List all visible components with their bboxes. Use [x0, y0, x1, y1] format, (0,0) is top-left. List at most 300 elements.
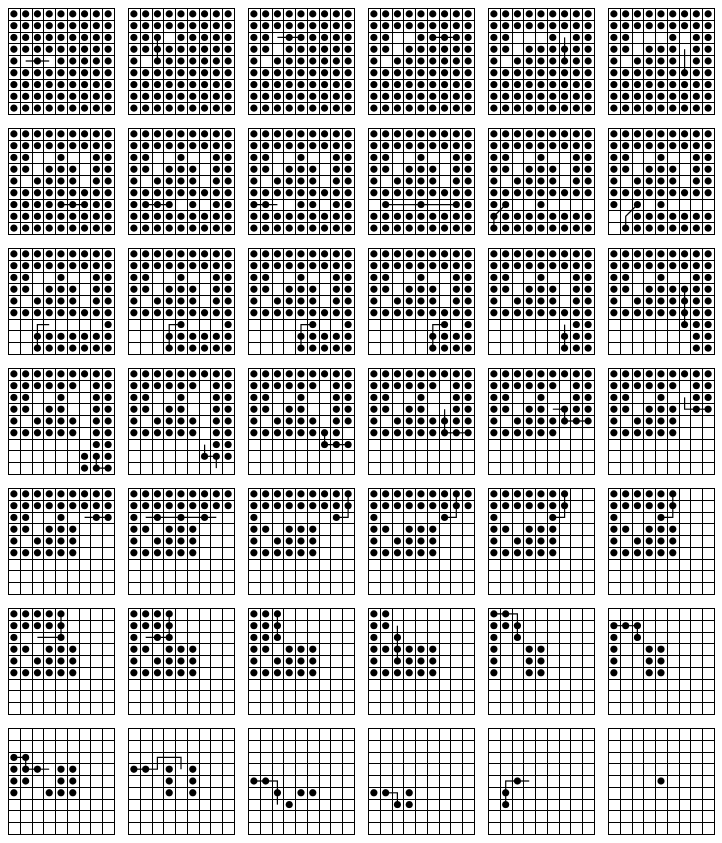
- peg: [189, 333, 196, 340]
- peg: [585, 105, 592, 112]
- peg: [634, 250, 641, 257]
- peg: [514, 189, 521, 196]
- peg: [669, 309, 676, 316]
- peg: [321, 142, 328, 149]
- peg: [297, 526, 304, 533]
- peg: [417, 213, 424, 220]
- peg: [345, 189, 352, 196]
- peg: [370, 10, 377, 17]
- peg: [286, 490, 293, 497]
- peg: [105, 429, 112, 436]
- peg: [345, 201, 352, 208]
- peg: [57, 309, 64, 316]
- peg: [705, 10, 712, 17]
- peg: [333, 166, 340, 173]
- peg: [130, 382, 137, 389]
- peg: [610, 34, 617, 41]
- peg: [297, 297, 304, 304]
- peg: [406, 142, 413, 149]
- peg: [417, 274, 424, 281]
- peg: [382, 622, 389, 629]
- peg: [286, 297, 293, 304]
- peg: [177, 189, 184, 196]
- peg: [250, 622, 257, 629]
- peg: [274, 657, 281, 664]
- peg: [370, 394, 377, 401]
- peg: [681, 10, 688, 17]
- peg: [274, 213, 281, 220]
- peg: [46, 309, 53, 316]
- peg: [681, 93, 688, 100]
- peg: [417, 154, 424, 161]
- peg: [154, 490, 161, 497]
- peg: [705, 333, 712, 340]
- peg: [465, 297, 472, 304]
- peg: [142, 490, 149, 497]
- peg: [370, 526, 377, 533]
- peg: [705, 34, 712, 41]
- peg: [69, 189, 76, 196]
- peg: [286, 166, 293, 173]
- peg: [406, 801, 413, 808]
- peg: [646, 177, 653, 184]
- peg: [321, 93, 328, 100]
- peg: [250, 262, 257, 269]
- peg: [262, 46, 269, 53]
- peg: [189, 646, 196, 653]
- peg: [622, 250, 629, 257]
- peg: [250, 93, 257, 100]
- peg: [406, 69, 413, 76]
- peg: [201, 22, 208, 29]
- peg: [681, 225, 688, 232]
- peg: [57, 502, 64, 509]
- peg: [34, 189, 41, 196]
- peg: [526, 10, 533, 17]
- peg: [69, 646, 76, 653]
- peg: [345, 394, 352, 401]
- peg: [93, 406, 100, 413]
- peg: [610, 105, 617, 112]
- peg: [22, 777, 29, 784]
- peg: [634, 93, 641, 100]
- peg: [57, 370, 64, 377]
- peg: [705, 286, 712, 293]
- peg: [669, 189, 676, 196]
- peg: [514, 370, 521, 377]
- peg: [93, 286, 100, 293]
- peg: [297, 201, 304, 208]
- peg: [634, 69, 641, 76]
- peg: [262, 622, 269, 629]
- peg: [166, 286, 173, 293]
- peg: [69, 777, 76, 784]
- peg: [345, 81, 352, 88]
- peg: [309, 213, 316, 220]
- peg: [69, 333, 76, 340]
- peg: [573, 345, 580, 352]
- peg: [669, 382, 676, 389]
- peg: [382, 274, 389, 281]
- peg: [177, 333, 184, 340]
- peg: [490, 286, 497, 293]
- peg: [10, 526, 17, 533]
- peg: [526, 309, 533, 316]
- peg: [297, 177, 304, 184]
- peg: [69, 297, 76, 304]
- peg: [10, 537, 17, 544]
- peg: [93, 154, 100, 161]
- peg: [177, 250, 184, 257]
- peg: [406, 130, 413, 137]
- peg: [57, 250, 64, 257]
- peg: [465, 406, 472, 413]
- peg: [274, 262, 281, 269]
- peg: [154, 262, 161, 269]
- peg: [189, 502, 196, 509]
- peg: [166, 81, 173, 88]
- peg: [10, 201, 17, 208]
- peg: [286, 406, 293, 413]
- peg: [453, 225, 460, 232]
- peg: [646, 250, 653, 257]
- peg: [46, 189, 53, 196]
- peg: [585, 93, 592, 100]
- peg: [177, 417, 184, 424]
- peg: [345, 345, 352, 352]
- peg: [105, 189, 112, 196]
- peg: [622, 502, 629, 509]
- peg: [34, 10, 41, 17]
- peg: [406, 213, 413, 220]
- peg: [657, 154, 664, 161]
- peg: [225, 81, 232, 88]
- peg: [105, 345, 112, 352]
- peg: [22, 250, 29, 257]
- peg: [705, 154, 712, 161]
- peg: [57, 526, 64, 533]
- peg: [93, 22, 100, 29]
- peg: [286, 105, 293, 112]
- peg: [225, 250, 232, 257]
- peg: [166, 130, 173, 137]
- peg: [57, 333, 64, 340]
- peg: [537, 262, 544, 269]
- peg: [262, 166, 269, 173]
- peg: [453, 370, 460, 377]
- peg: [286, 286, 293, 293]
- peg: [22, 130, 29, 137]
- peg: [561, 10, 568, 17]
- peg: [177, 370, 184, 377]
- peg: [514, 549, 521, 556]
- peg: [286, 801, 293, 808]
- peg: [321, 57, 328, 64]
- peg: [297, 537, 304, 544]
- peg: [646, 69, 653, 76]
- peg: [46, 669, 53, 676]
- peg: [22, 10, 29, 17]
- peg: [46, 622, 53, 629]
- peg: [657, 10, 664, 17]
- peg: [514, 502, 521, 509]
- peg: [250, 370, 257, 377]
- peg: [201, 57, 208, 64]
- peg: [549, 250, 556, 257]
- peg: [490, 105, 497, 112]
- peg: [46, 789, 53, 796]
- peg: [69, 490, 76, 497]
- peg: [166, 537, 173, 544]
- peg: [537, 201, 544, 208]
- peg: [490, 81, 497, 88]
- peg: [634, 490, 641, 497]
- peg: [526, 22, 533, 29]
- peg: [417, 250, 424, 257]
- peg: [693, 154, 700, 161]
- peg: [406, 286, 413, 293]
- peg: [225, 177, 232, 184]
- peg: [22, 514, 29, 521]
- peg: [585, 321, 592, 328]
- peg: [189, 789, 196, 796]
- peg: [681, 189, 688, 196]
- peg: [105, 333, 112, 340]
- peg: [57, 213, 64, 220]
- peg: [693, 250, 700, 257]
- peg: [286, 382, 293, 389]
- peg: [669, 250, 676, 257]
- peg: [646, 382, 653, 389]
- peg: [57, 429, 64, 436]
- peg: [406, 225, 413, 232]
- peg: [10, 777, 17, 784]
- peg: [34, 502, 41, 509]
- peg: [537, 549, 544, 556]
- peg: [394, 225, 401, 232]
- peg: [441, 22, 448, 29]
- peg: [46, 142, 53, 149]
- peg: [69, 34, 76, 41]
- peg: [22, 502, 29, 509]
- peg: [22, 526, 29, 533]
- peg: [669, 130, 676, 137]
- peg: [286, 646, 293, 653]
- peg: [453, 274, 460, 281]
- peg: [345, 297, 352, 304]
- peg: [537, 286, 544, 293]
- peg: [465, 93, 472, 100]
- peg: [166, 549, 173, 556]
- peg: [250, 490, 257, 497]
- peg: [154, 297, 161, 304]
- peg: [93, 225, 100, 232]
- peg: [622, 274, 629, 281]
- peg: [429, 22, 436, 29]
- peg: [274, 309, 281, 316]
- peg: [657, 142, 664, 149]
- peg: [573, 166, 580, 173]
- peg: [309, 93, 316, 100]
- peg: [81, 262, 88, 269]
- peg: [382, 81, 389, 88]
- peg: [189, 10, 196, 17]
- peg: [130, 166, 137, 173]
- peg: [34, 490, 41, 497]
- peg: [526, 526, 533, 533]
- peg: [634, 81, 641, 88]
- peg: [57, 789, 64, 796]
- peg: [370, 429, 377, 436]
- peg: [681, 81, 688, 88]
- peg: [502, 213, 509, 220]
- peg: [465, 382, 472, 389]
- peg: [514, 297, 521, 304]
- peg: [382, 429, 389, 436]
- peg: [250, 657, 257, 664]
- peg: [166, 22, 173, 29]
- peg: [490, 669, 497, 676]
- peg: [93, 189, 100, 196]
- peg: [537, 142, 544, 149]
- peg: [526, 297, 533, 304]
- peg: [490, 549, 497, 556]
- peg: [417, 429, 424, 436]
- peg: [34, 177, 41, 184]
- peg: [490, 382, 497, 389]
- peg: [345, 130, 352, 137]
- peg: [537, 526, 544, 533]
- peg: [225, 130, 232, 137]
- peg: [573, 333, 580, 340]
- peg: [669, 46, 676, 53]
- peg: [93, 81, 100, 88]
- peg: [502, 130, 509, 137]
- peg: [693, 69, 700, 76]
- peg: [46, 46, 53, 53]
- peg: [309, 526, 316, 533]
- peg: [297, 549, 304, 556]
- peg: [46, 166, 53, 173]
- peg: [297, 382, 304, 389]
- peg: [657, 777, 664, 784]
- peg: [10, 57, 17, 64]
- peg: [526, 177, 533, 184]
- peg: [250, 417, 257, 424]
- peg: [561, 130, 568, 137]
- peg: [286, 669, 293, 676]
- peg: [22, 370, 29, 377]
- peg: [429, 286, 436, 293]
- peg: [57, 166, 64, 173]
- peg: [93, 309, 100, 316]
- peg: [561, 142, 568, 149]
- peg: [394, 22, 401, 29]
- peg: [370, 225, 377, 232]
- peg: [286, 81, 293, 88]
- peg: [526, 370, 533, 377]
- peg: [646, 406, 653, 413]
- peg: [693, 189, 700, 196]
- peg: [262, 610, 269, 617]
- peg: [417, 309, 424, 316]
- peg: [262, 93, 269, 100]
- peg: [622, 105, 629, 112]
- peg: [502, 142, 509, 149]
- peg: [394, 213, 401, 220]
- peg: [561, 250, 568, 257]
- peg: [382, 309, 389, 316]
- peg: [225, 34, 232, 41]
- peg: [394, 262, 401, 269]
- peg: [274, 10, 281, 17]
- peg: [573, 57, 580, 64]
- peg: [166, 225, 173, 232]
- peg: [610, 274, 617, 281]
- peg: [213, 81, 220, 88]
- peg: [22, 429, 29, 436]
- peg: [370, 81, 377, 88]
- peg: [417, 286, 424, 293]
- peg: [57, 297, 64, 304]
- peg: [333, 34, 340, 41]
- peg: [526, 46, 533, 53]
- peg: [537, 46, 544, 53]
- peg: [22, 154, 29, 161]
- peg: [610, 429, 617, 436]
- peg: [321, 189, 328, 196]
- peg: [213, 154, 220, 161]
- peg: [142, 370, 149, 377]
- peg: [585, 274, 592, 281]
- peg: [514, 490, 521, 497]
- peg: [22, 81, 29, 88]
- peg: [34, 297, 41, 304]
- peg: [549, 177, 556, 184]
- peg: [394, 177, 401, 184]
- peg: [417, 406, 424, 413]
- peg: [10, 154, 17, 161]
- peg: [490, 93, 497, 100]
- peg: [130, 406, 137, 413]
- peg: [225, 69, 232, 76]
- peg: [585, 57, 592, 64]
- peg: [201, 370, 208, 377]
- peg: [333, 93, 340, 100]
- peg: [646, 213, 653, 220]
- peg: [57, 657, 64, 664]
- peg: [417, 502, 424, 509]
- peg: [573, 394, 580, 401]
- peg: [549, 502, 556, 509]
- peg: [286, 177, 293, 184]
- peg: [262, 669, 269, 676]
- peg: [370, 130, 377, 137]
- peg: [370, 382, 377, 389]
- peg: [274, 142, 281, 149]
- peg: [705, 370, 712, 377]
- peg: [274, 250, 281, 257]
- peg: [693, 286, 700, 293]
- peg: [657, 46, 664, 53]
- peg: [441, 57, 448, 64]
- peg: [681, 213, 688, 220]
- peg: [297, 286, 304, 293]
- peg: [286, 213, 293, 220]
- peg: [573, 250, 580, 257]
- peg: [502, 22, 509, 29]
- peg: [441, 225, 448, 232]
